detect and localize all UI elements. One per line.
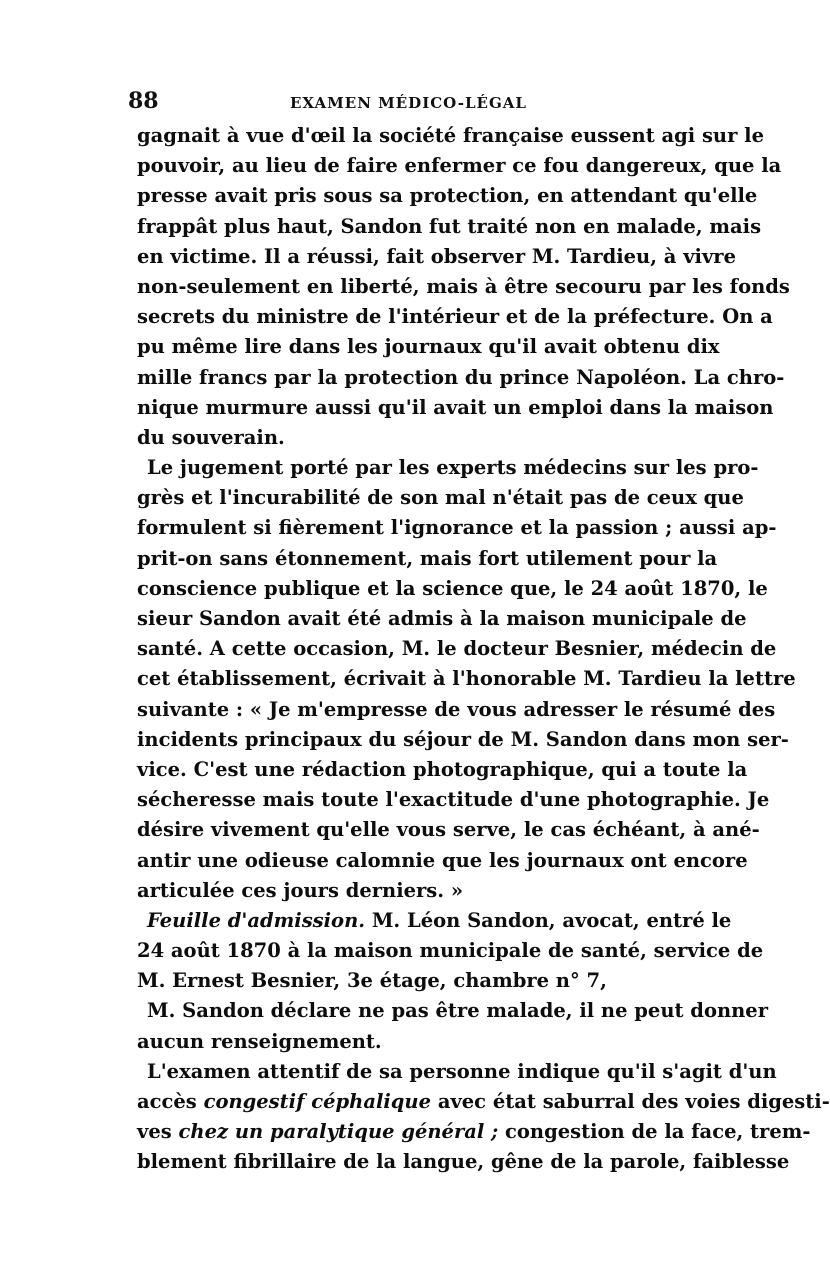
text-line: [137, 906, 732, 936]
running-header: [128, 88, 676, 118]
page-number: 88: [128, 88, 159, 114]
italic-run: chez un paralytique général ;: [178, 1120, 499, 1144]
text-run: congestion de la face, trem-: [505, 1120, 811, 1144]
text-line: sieur Sandon avait été admis à la maison municipale de: [137, 607, 747, 630]
text-line: non-seulement en liberté, mais à être secouru par les fonds: [137, 274, 790, 298]
text-line: formulent si fièrement l'ignorance et la passion ; aussi ap-: [137, 516, 777, 540]
italic-heading: Feuille d'admission.: [147, 908, 366, 932]
text-line: M. Ernest Besnier, 3e étage, chambre n° 7,: [137, 969, 607, 993]
text-line: incidents principaux du séjour de M. Sandon dans mon ser-: [137, 727, 789, 751]
text-line: [137, 1087, 830, 1117]
text-line: santé. A cette occasion, M. le docteur Besnier, médecin de: [137, 637, 777, 661]
text-line: sécheresse mais toute l'exactitude d'une photographie. Je: [137, 788, 770, 812]
text-line: du souverain.: [137, 425, 285, 449]
text-line: antir une odieuse calomnie que les journaux ont encore: [137, 848, 748, 872]
text-line: presse avait pris sous sa protection, en attendant qu'elle: [137, 184, 758, 208]
text-line: pu même lire dans les journaux qu'il avait obtenu dix: [137, 335, 720, 359]
text-line: prit-on sans étonnement, mais fort utilement pour la: [137, 546, 718, 570]
text-run: M. Léon Sandon, avocat, entré le: [371, 908, 732, 932]
text-line: frappât plus haut, Sandon fut traité non en malade, mais: [137, 214, 762, 238]
body-text: [137, 121, 830, 1178]
italic-run: congestif céphalique: [203, 1090, 432, 1113]
text-line: articulée ces jours derniers. »: [137, 878, 464, 902]
text-run: accès: [137, 1090, 197, 1113]
text-line: M. Sandon déclare ne pas être malade, il ne peut donner: [147, 999, 768, 1023]
text-line: blement fibrillaire de la langue, gêne de la parole, faiblesse: [137, 1150, 790, 1174]
text-line: Le jugement porté par les experts médecins sur les pro-: [147, 456, 759, 480]
text-line: en victime. Il a réussi, fait observer M. Tardieu, à vivre: [137, 244, 736, 268]
text-run: avec état saburral des voies digesti-: [437, 1090, 830, 1113]
running-title: EXAMEN MÉDICO-LÉGAL: [290, 94, 527, 112]
text-line: [137, 1117, 811, 1147]
text-line: 24 août 1870 à la maison municipale de santé, service de: [137, 939, 764, 963]
text-line: cet établissement, écrivait à l'honorable M. Tardieu la lettre: [137, 667, 796, 691]
text-line: secrets du ministre de l'intérieur et de la préfecture. On a: [137, 305, 773, 329]
text-line: vice. C'est une rédaction photographique, qui a toute la: [137, 757, 748, 781]
text-line: nique murmure aussi qu'il avait un emploi dans la maison: [137, 395, 774, 419]
text-line: suivante : « Je m'empresse de vous adresser le résumé des: [137, 697, 776, 721]
text-line: L'examen attentif de sa personne indique qu'il s'agit d'un: [147, 1059, 777, 1083]
text-line: conscience publique et la science que, le 24 août 1870, le: [137, 576, 768, 600]
text-run: ves: [137, 1120, 172, 1144]
text-line: grès et l'incurabilité de son mal n'était pas de ceux que: [137, 486, 744, 510]
text-line: désire vivement qu'elle vous serve, le cas échéant, à ané-: [137, 818, 760, 842]
text-line: aucun renseignement.: [137, 1029, 382, 1053]
text-line: gagnait à vue d'œil la société française eussent agi sur le: [137, 124, 764, 147]
text-line: mille francs par la protection du prince Napoléon. La chro-: [137, 365, 785, 389]
text-line: pouvoir, au lieu de faire enfermer ce fou dangereux, que la: [137, 154, 782, 178]
